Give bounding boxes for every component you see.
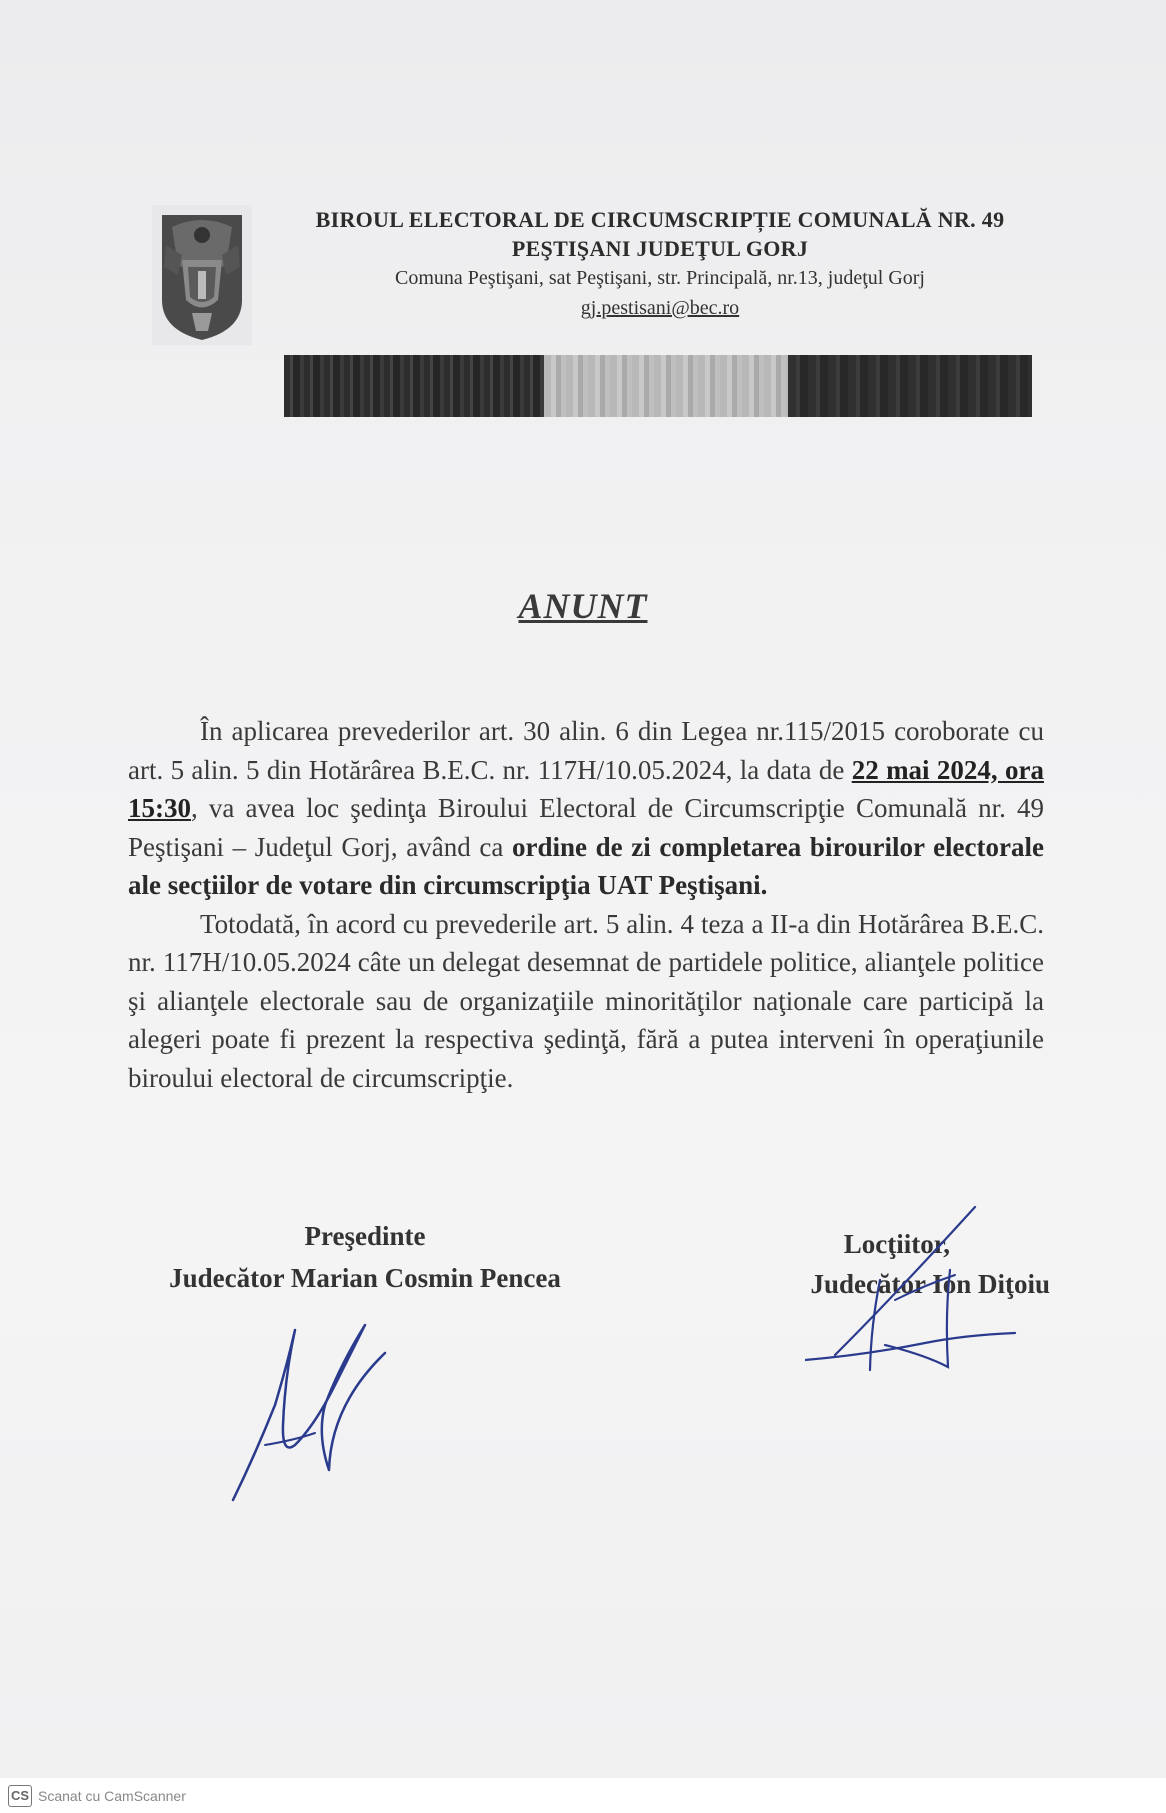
scanner-watermark-text: Scanat cu CamScanner <box>38 1787 186 1804</box>
paragraph-2: Totodată, în acord cu prevederile art. 5 alin. 4 teza a II-a din Hotărârea B.E.C. nr. 117H/10.05.2024 câte un delegat desemnat de partidele politice, alianţele politice şi alianţele electorale sau de organizaţiile minorităţilor naţionale care participă la alegeri poate fi prezent la respectiva şedinţă, fără a putea interveni în operaţiunile biroului electoral de circumscripţie. <box>128 908 1044 1093</box>
tricolor-band <box>284 355 1032 417</box>
document-title: ANUNT <box>518 586 648 626</box>
institution-location: PEŞTIŞANI JUDEŢUL GORJ <box>511 236 809 261</box>
president-handwritten-signature <box>225 1305 415 1505</box>
paragraph-1 <box>128 712 1044 905</box>
scanner-footer <box>0 1778 1166 1813</box>
agenda-text: ordine de zi completarea birourilor electorale ale secţiilor de votare din circumscripţia UAT Peştişani. <box>128 831 1044 900</box>
president-name: Judecător Marian Cosmin Pencea <box>169 1263 561 1293</box>
deputy-handwritten-signature <box>805 1205 1025 1375</box>
flag-band-right <box>788 355 1032 417</box>
president-signature-block <box>120 1215 610 1299</box>
camscanner-logo-icon: CS <box>8 1785 32 1807</box>
institution-email[interactable]: gj.pestisani@bec.ro <box>580 297 740 319</box>
institution-address: Comuna Peştişani, sat Peştişani, str. Principală, nr.13, judeţul Gorj <box>395 267 925 289</box>
announcement-body <box>128 712 1044 1097</box>
meeting-datetime: 22 mai 2024, ora 15:30 <box>128 754 1044 823</box>
deputy-name: Judecător Ion Diţoiu <box>810 1269 1050 1299</box>
institution-name: BIROUL ELECTORAL DE CIRCUMSCRIPȚIE COMUNALĂ NR. 49 <box>315 207 1005 232</box>
flag-band-middle <box>544 355 788 417</box>
letterhead <box>290 205 1030 323</box>
flag-band-left <box>284 355 544 417</box>
president-role: Preşedinte <box>304 1221 426 1251</box>
paragraph-1-text-a: În aplicarea prevederilor art. 30 alin. 6 din Legea nr.115/2015 coroborate cu art. 5 alin. 5 din Hotărârea B.E.C. nr. 117H/10.05.2024, la data de <box>128 716 1044 785</box>
deputy-role: Locţiitor, <box>843 1229 950 1259</box>
romania-coat-of-arms-icon <box>152 205 252 345</box>
paragraph-1-text-b: , va avea loc şedinţa Biroului Electoral de Circumscripţie Comunală nr. 49 Peştişani – Judeţul Gorj, având ca <box>128 793 1044 862</box>
